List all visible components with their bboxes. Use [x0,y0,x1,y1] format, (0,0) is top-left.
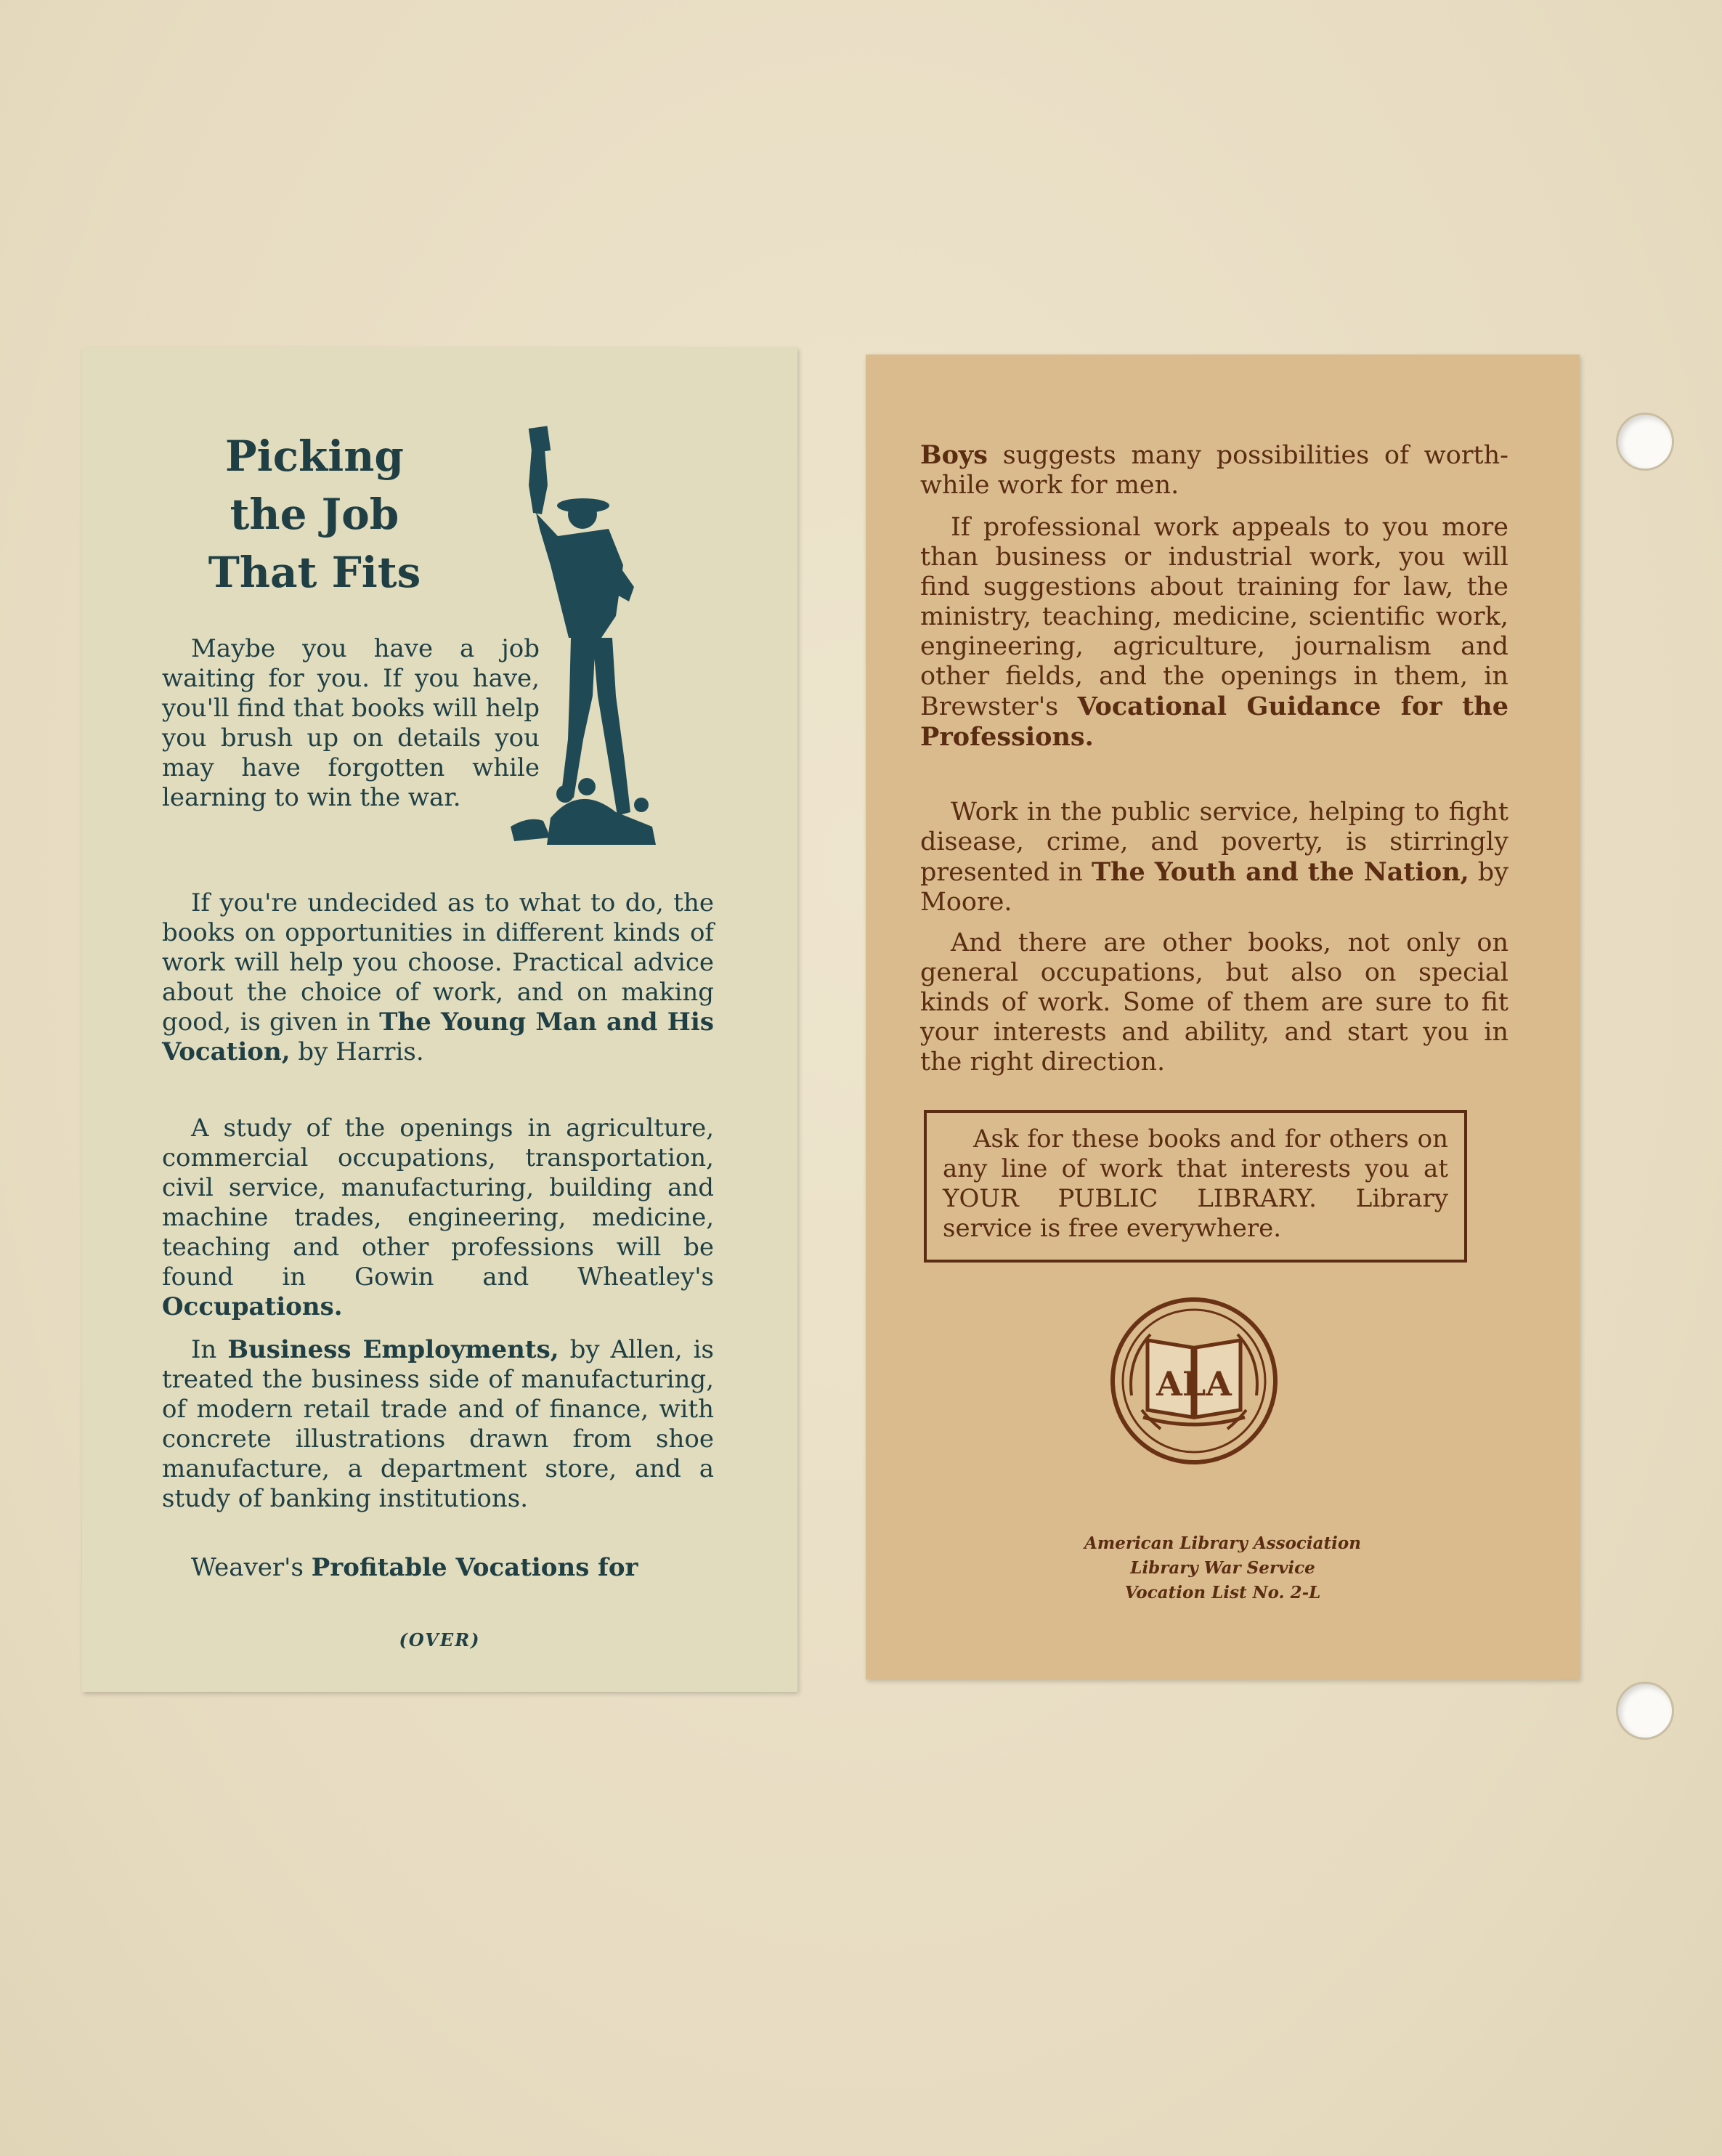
credit-list-number: Vocation List No. 2-L [1124,1583,1321,1602]
book-title-occupations: Occupations. [162,1292,343,1321]
p5-text-before: Weaver's [191,1553,312,1582]
p2-text-before: If you're undecided as to what to do, the books on opportunities in different kinds of work will help you choose. Practical advice about the choice of work, and on making good, is given in [162,888,714,1037]
paragraph-public-service [920,798,1508,917]
book-title-vocational-guidance: Vocational Guidance for the Professions. [920,692,1508,752]
emblem-letters: ALA [1156,1364,1232,1403]
paragraph-other-books: And there are other books, not only on general occupations, but also on special kinds of work. Some of them are sure to fit your interests and ability, and start you in the right direction. [920,928,1508,1077]
p4-text-before: In [191,1335,228,1364]
ala-open-book-seal-icon [1107,1294,1281,1468]
library-notice-box: Ask for these books and for others on any line of work that interests you at YOUR PUBLIC LIBRARY. Library service is free everywhere. [924,1110,1467,1263]
r3-text-after: by Moore. [920,858,1508,917]
p2-text-after: by Harris. [290,1037,424,1066]
credit-organization: American Library Association [1084,1533,1361,1553]
paragraph-professions [920,513,1508,753]
paragraph-occupations [162,1114,714,1322]
paragraph-business-employments [162,1335,714,1514]
vocation-card-back [866,354,1580,1679]
title-line-1: Picking [225,431,404,481]
credit-service: Library War Service [1130,1558,1315,1578]
r3-text-before: Work in the public service, helping to fight disease, crime, and poverty, is stirringly presented in [920,798,1508,887]
intro-paragraph: Maybe you have a job waiting for you. If you have, you'll find that books will help you brush up on details you may have forgotten while learning to win the war. [162,634,540,812]
r1-text-after: suggests many possibilities of worth-while work for men. [920,441,1508,500]
paragraph-boys [920,440,1508,500]
paragraph-young-man [162,888,714,1067]
book-title-boys: Boys [920,440,988,470]
title-line-3: That Fits [208,548,421,597]
punch-hole-bottom [1616,1682,1674,1740]
book-title-profitable-vocations: Profitable Vocations for [311,1553,638,1582]
punch-hole-top [1616,413,1674,471]
p4-text-after: by Allen, is treated the business side of manufacturing, of modern retail trade and of finance, with concrete illustrations drawn from shoe manufacture, a department store, and a study of banking institutions. [162,1335,714,1513]
book-title-young-man: The Young Man and His Vocation, [162,1008,714,1066]
over-footer: (OVER) [399,1629,481,1650]
r2-text-before: If professional work appeals to you more than business or industrial work, you will find suggestions about training for law, the ministry, teaching, medicine, scientific work, engineering, agriculture, journalism and other fields, and the openings in them, in Brewster's [920,513,1508,721]
book-title-business-employments: Business Employments, [227,1335,559,1364]
card-title [198,427,431,601]
book-title-youth-and-nation: The Youth and the Nation, [1091,857,1469,887]
publisher-credits [866,1531,1580,1605]
p3-text-before: A study of the openings in agriculture, commercial occupations, transportation, civil service, manufacturing, building and machine trades, engineering, medicine, teaching and other professions will be found in Gowin and Wheatley's [162,1114,714,1292]
paragraph-profitable-vocations [162,1553,714,1583]
title-line-2: the Job [230,490,399,539]
vocation-card-front [82,347,797,1692]
